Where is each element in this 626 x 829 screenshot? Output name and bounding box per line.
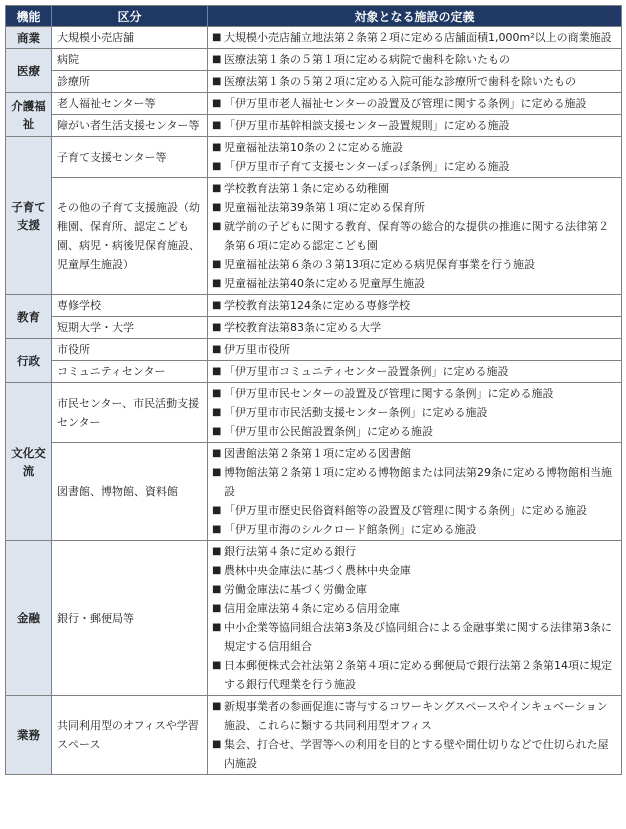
category-cell: 障がい者生活支援センター等 — [52, 115, 208, 137]
table-row — [6, 178, 622, 295]
category-cell: 図書館、博物館、資料館 — [52, 443, 208, 541]
definition-item: ■ 「伊万里市公民館設置条例」に定める施設 — [212, 422, 618, 441]
category-cell: 診療所 — [52, 71, 208, 93]
definition-item: ■ 労働金庫法に基づく労働金庫 — [212, 580, 618, 599]
header-definition: 対象となる施設の定義 — [208, 6, 622, 27]
function-cell: 金融 — [6, 541, 52, 696]
table-row — [6, 383, 622, 443]
definition-cell — [208, 443, 622, 541]
table-row — [6, 339, 622, 361]
definition-item: ■ 博物館法第２条第１項に定める博物館または同法第29条に定める博物館相当施設 — [212, 463, 618, 501]
definition-cell — [208, 71, 622, 93]
definition-item: ■ 信用金庫法第４条に定める信用金庫 — [212, 599, 618, 618]
definition-item: ■ 医療法第１条の５第１項に定める病院で歯科を除いたもの — [212, 50, 618, 69]
definition-item: ■ 「伊万里市歴史民俗資料館等の設置及び管理に関する条例」に定める施設 — [212, 501, 618, 520]
function-cell: 教育 — [6, 295, 52, 339]
header-row — [6, 6, 622, 27]
table-row — [6, 317, 622, 339]
definition-cell — [208, 27, 622, 49]
definition-item: ■ 「伊万里市コミュニティセンター設置条例」に定める施設 — [212, 362, 618, 381]
function-cell: 行政 — [6, 339, 52, 383]
table-body — [6, 27, 622, 775]
category-cell: 大規模小売店舗 — [52, 27, 208, 49]
table-row — [6, 93, 622, 115]
function-cell: 医療 — [6, 49, 52, 93]
definition-item: ■ 銀行法第４条に定める銀行 — [212, 542, 618, 561]
table-row — [6, 361, 622, 383]
header-category: 区分 — [52, 6, 208, 27]
function-cell: 子育て支援 — [6, 137, 52, 295]
definition-item: ■ 医療法第１条の５第２項に定める入院可能な診療所で歯科を除いたもの — [212, 72, 618, 91]
table-row — [6, 541, 622, 696]
definition-item: ■ 「伊万里市基幹相談支援センター設置規則」に定める施設 — [212, 116, 618, 135]
definition-item: ■ 農林中央金庫法に基づく農林中央金庫 — [212, 561, 618, 580]
definition-item: ■ 新規事業者の参画促進に寄与するコワーキングスペースやインキュベーション施設、これらに類する共同利用型オフィス — [212, 697, 618, 735]
category-cell: 病院 — [52, 49, 208, 71]
definition-cell — [208, 295, 622, 317]
definition-cell — [208, 696, 622, 775]
definition-cell — [208, 93, 622, 115]
table-row — [6, 27, 622, 49]
definition-item: ■ 日本郵便株式会社法第２条第４項に定める郵便局で銀行法第２条第14項に規定する銀行代理業を行う施設 — [212, 656, 618, 694]
facility-definition-table — [5, 5, 622, 775]
table-row — [6, 295, 622, 317]
facility-definition-table-container — [5, 5, 621, 775]
function-cell: 業務 — [6, 696, 52, 775]
category-cell: 老人福祉センター等 — [52, 93, 208, 115]
definition-item: ■ 「伊万里市老人福祉センターの設置及び管理に関する条例」に定める施設 — [212, 94, 618, 113]
definition-cell — [208, 541, 622, 696]
definition-item: ■ 児童福祉法第10条の２に定める施設 — [212, 138, 618, 157]
category-cell: その他の子育て支援施設（幼稚園、保育所、認定こども園、病児・病後児保育施設、児童厚生施設） — [52, 178, 208, 295]
table-row — [6, 443, 622, 541]
definition-cell — [208, 115, 622, 137]
definition-cell — [208, 383, 622, 443]
function-cell: 文化交流 — [6, 383, 52, 541]
definition-cell — [208, 317, 622, 339]
table-row — [6, 49, 622, 71]
definition-item: ■ 「伊万里市海のシルクロード館条例」に定める施設 — [212, 520, 618, 539]
category-cell: 子育て支援センター等 — [52, 137, 208, 178]
definition-cell — [208, 178, 622, 295]
definition-item: ■ 集会、打合せ、学習等への利用を目的とする壁や間仕切りなどで仕切られた屋内施設 — [212, 735, 618, 773]
definition-item: ■ 児童福祉法第６条の３第13項に定める病児保育事業を行う施設 — [212, 255, 618, 274]
category-cell: 共同利用型のオフィスや学習スペース — [52, 696, 208, 775]
function-cell: 介護福祉 — [6, 93, 52, 137]
definition-cell — [208, 49, 622, 71]
category-cell: 市役所 — [52, 339, 208, 361]
definition-item: ■ 学校教育法第１条に定める幼稚園 — [212, 179, 618, 198]
table-row — [6, 115, 622, 137]
definition-item: ■ 就学前の子どもに関する教育、保育等の総合的な提供の推進に関する法律第２条第６項に定める認定こども園 — [212, 217, 618, 255]
definition-item: ■ 中小企業等協同組合法第3条及び協同組合による金融事業に関する法律第3条に規定する信用組合 — [212, 618, 618, 656]
function-cell: 商業 — [6, 27, 52, 49]
category-cell: 短期大学・大学 — [52, 317, 208, 339]
category-cell: 銀行・郵便局等 — [52, 541, 208, 696]
definition-item: ■ 「伊万里市市民活動支援センター条例」に定める施設 — [212, 403, 618, 422]
definition-item: ■ 学校教育法第124条に定める専修学校 — [212, 296, 618, 315]
definition-item: ■ 「伊万里市子育て支援センターぽっぽ条例」に定める施設 — [212, 157, 618, 176]
category-cell: 市民センター、市民活動支援センター — [52, 383, 208, 443]
header-func: 機能 — [6, 6, 52, 27]
table-row — [6, 71, 622, 93]
definition-item: ■ 大規模小売店舗立地法第２条第２項に定める店舗面積1,000m²以上の商業施設 — [212, 28, 618, 47]
definition-item: ■ 学校教育法第83条に定める大学 — [212, 318, 618, 337]
definition-item: ■ 図書館法第２条第１項に定める図書館 — [212, 444, 618, 463]
category-cell: 専修学校 — [52, 295, 208, 317]
definition-item: ■ 「伊万里市民センターの設置及び管理に関する条例」に定める施設 — [212, 384, 618, 403]
definition-item: ■ 児童福祉法第39条第１項に定める保育所 — [212, 198, 618, 217]
definition-item: ■ 伊万里市役所 — [212, 340, 618, 359]
definition-cell — [208, 339, 622, 361]
definition-item: ■ 児童福祉法第40条に定める児童厚生施設 — [212, 274, 618, 293]
table-row — [6, 137, 622, 178]
definition-cell — [208, 137, 622, 178]
definition-cell — [208, 361, 622, 383]
category-cell: コミュニティセンター — [52, 361, 208, 383]
table-row — [6, 696, 622, 775]
